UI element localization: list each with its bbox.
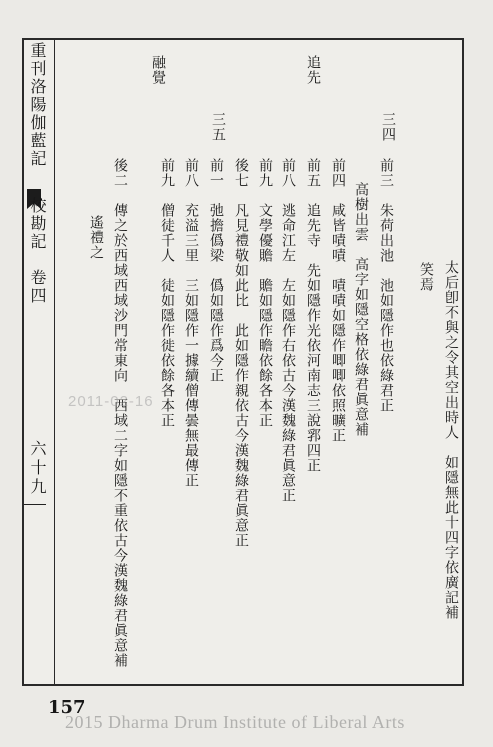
text-column-13: 後二 傳之於西域西域沙門常東向 西域二字如隱不重依古今漢魏綠君眞意補 [112,158,128,668]
text-column-2: 笑焉 [418,262,434,292]
text-column-4: 高樹出雲 高字如隱空格依綠君眞意補 [353,182,369,437]
text-column-3: 前三 朱荷出池 池如隱作也依綠君正 [378,158,394,413]
chinese-page-number: 六十九 [28,440,47,497]
text-column-8: 前九 文學優贍 贍如隱作瞻依餘各本正 [257,158,273,428]
text-column-11: 前八 充溢三里 三如隱作一據續僧傳曇無最傳正 [183,158,199,488]
bottom-mark [24,504,46,505]
text-column-14: 遙禮之 [88,215,104,260]
page-number: 157 [48,697,86,718]
heading-rongjue: 融覺 [150,55,166,85]
section-title: 校勘記 卷四 [28,197,47,305]
text-column-5: 前四 咸皆嘖嘖 嘖嘖如隱作唧唧依照曠正 [330,158,346,443]
date-stamp: 2011-02-16 [68,393,154,410]
watermark-footer: 2015 Dharma Drum Institute of Liberal Arts [65,712,405,732]
text-column-7: 前八 逃命江左 左如隱作右依古今漢魏綠君眞意正 [280,158,296,503]
text-column-12: 前九 僧徒千人 徒如隱作徙依餘各本正 [159,158,175,428]
margin-rule [54,38,55,686]
text-column-1: 太后卽不與之令其空出時人 如隱無此十四字依廣記補 [443,260,459,620]
text-column-9: 後七 凡見禮敬如此比 此如隱作親依古今漢魏綠君眞意正 [233,158,249,548]
text-column-6: 前五 追先寺 先如隱作光依河南志三說郛四正 [305,158,321,473]
heading-zhuixian: 追先 [305,55,321,85]
section-number-34: 三四 [380,112,396,142]
book-title: 重刊洛陽伽藍記 [28,42,47,168]
section-number-35: 三五 [210,112,226,142]
text-column-10: 前一 弛擔僞梁 僞如隱作爲今正 [208,158,224,383]
